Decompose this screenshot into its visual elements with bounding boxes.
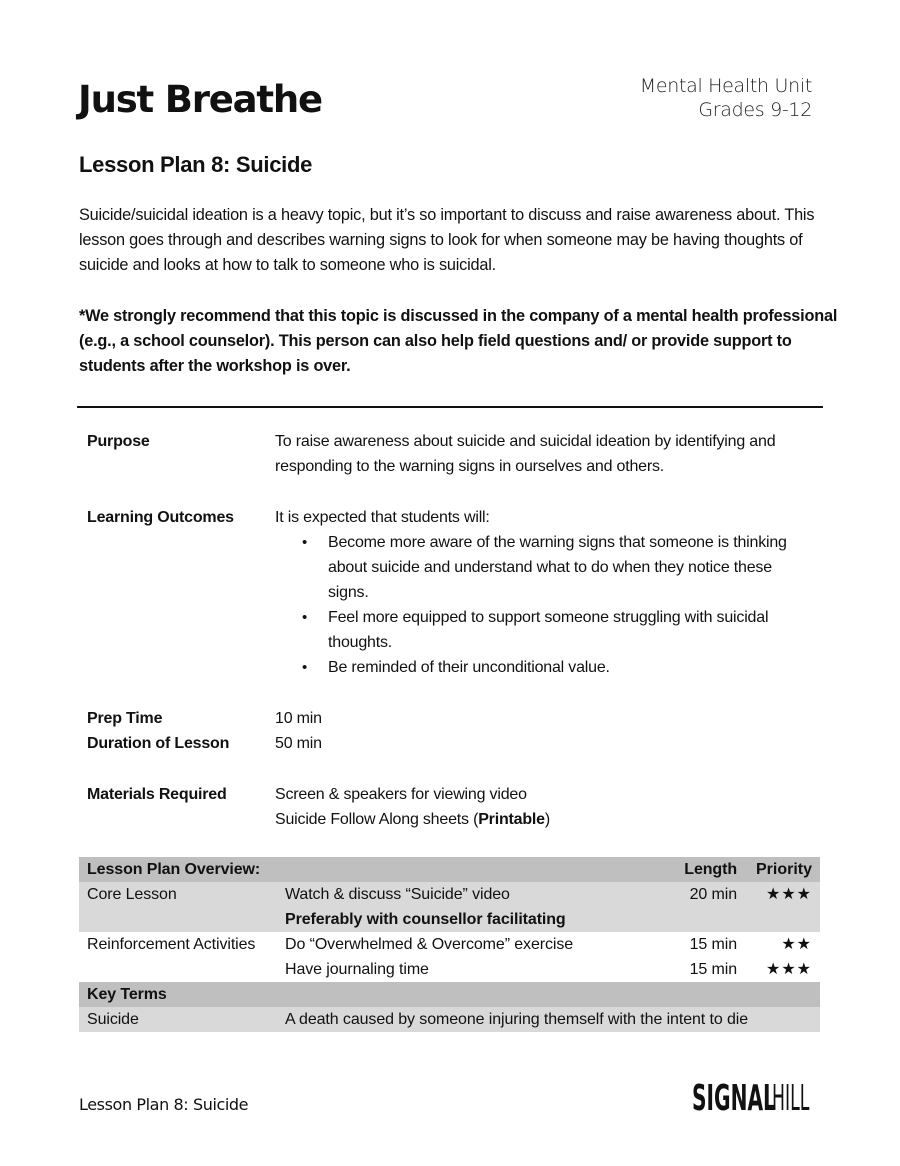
section-divider [77,406,823,408]
table-row [79,907,820,932]
counselor-warning: *We strongly recommend that this topic is discussed in the company of a mental health professional (e.g., a school counselor). This person can also help field questions and/ or provide support to students after the workshop is over. [79,307,838,375]
printable-link[interactable]: Printable [478,811,545,828]
definition-cell: A death caused by someone injuring themself with the intent to die [285,1011,749,1028]
length-column-header: Length [684,861,737,878]
material-item [275,807,825,832]
footer-lesson-label: Lesson Plan 8: Suicide [79,1095,249,1114]
term-cell: Suicide [87,1011,139,1028]
lesson-title: Lesson Plan 8: Suicide [79,152,313,177]
key-term-row [79,1007,820,1032]
length-cell: 20 min [689,886,737,903]
priority-stars: ★★ [781,936,812,953]
section-cell [79,907,285,932]
activity-note-cell: Preferably with counsellor facilitating [285,911,566,928]
lesson-overview-table [79,857,820,1032]
length-cell [670,907,737,932]
activity-cell: Have journaling time [285,961,429,978]
priority-column-header: Priority [755,861,812,878]
material-item: Screen & speakers for viewing video [275,786,527,803]
prep-time-label: Prep Time [87,710,163,727]
document-title: Just Breathe [78,78,322,121]
unit-info [640,74,812,122]
length-cell: 15 min [689,936,737,953]
prep-time-value: 10 min [275,710,322,727]
material-text: Suicide Follow Along sheets ( [275,811,479,828]
outcome-item: • Feel more equipped to support someone struggling with suicidal thoughts. [328,605,815,655]
materials-value [275,782,825,832]
key-terms-header-row [79,982,820,1007]
learning-outcomes [275,505,815,680]
outcome-item: • Be reminded of their unconditional value. [328,655,815,680]
priority-stars: ★★★ [765,886,812,903]
priority-stars: ★★★ [765,961,812,978]
logo-signal: SIGNAL [692,1078,776,1119]
outcomes-intro: It is expected that students will: [275,509,490,526]
table-header-row [79,857,820,882]
unit-name: Mental Health Unit [639,75,812,97]
section-cell: Core Lesson [87,886,177,903]
table-row [79,882,820,907]
priority-stars [737,907,820,932]
signal-hill-logo [692,1077,820,1121]
length-cell: 15 min [689,961,737,978]
activity-cell: Watch & discuss “Suicide” video [285,886,510,903]
grade-range: Grades 9-12 [698,99,812,121]
outcomes-list [275,530,815,680]
logo-hill: HILL [772,1078,810,1119]
purpose-value: To raise awareness about suicide and suicidal ideation by identifying and responding to the warning signs in ourselves and others. [275,433,776,475]
duration-value: 50 min [275,735,322,752]
outcome-item: • Become more aware of the warning signs that someone is thinking about suicide and understand what to do when they notice these signs. [328,530,815,605]
purpose-label: Purpose [87,433,150,450]
overview-heading: Lesson Plan Overview: [87,861,261,878]
material-text: ) [544,811,551,828]
materials-label: Materials Required [87,786,227,803]
activity-cell: Do “Overwhelmed & Overcome” exercise [285,936,574,953]
table-row [79,957,820,982]
section-cell: Reinforcement Activities [87,936,256,953]
intro-paragraph: Suicide/suicidal ideation is a heavy topic, but it’s so important to discuss and raise awareness about. This lesson goes through and describes warning signs to look for when someone may be having thoughts of suicide and looks at how to talk to someone who is suicidal. [79,206,815,274]
section-cell [79,957,285,982]
table-row [79,932,820,957]
learning-outcomes-label: Learning Outcomes [87,509,234,526]
key-terms-heading: Key Terms [87,986,167,1003]
duration-label: Duration of Lesson [87,735,230,752]
